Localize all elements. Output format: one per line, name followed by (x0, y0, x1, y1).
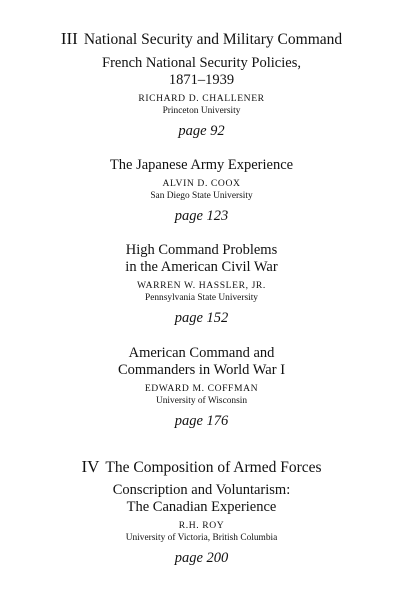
entry-title-line: in the American Civil War (125, 259, 278, 275)
toc-entry (0, 345, 403, 430)
entry-affiliation: Pennsylvania State University (144, 293, 258, 303)
entry-title-line: Commanders in World War I (117, 362, 286, 378)
entry-author: RICHARD D. CHALLENER (138, 93, 265, 104)
part-number: III (60, 29, 78, 48)
toc-entry (0, 242, 403, 327)
entry-title-line: The Japanese Army Experience (109, 157, 294, 173)
entry-page: page 176 (174, 413, 229, 429)
entry-page: page 152 (174, 310, 229, 326)
entry-page: page 92 (178, 123, 225, 139)
entry-author: WARREN W. HASSLER, JR. (137, 280, 266, 291)
toc-entry (0, 157, 403, 225)
entry-title-line: High Command Problems (125, 242, 278, 258)
part-heading (0, 458, 403, 477)
entry-title-line: 1871–1939 (168, 72, 235, 88)
entry-affiliation: University of Wisconsin (155, 396, 248, 406)
part-title: National Security and Military Command (83, 31, 343, 48)
entry-author: R.H. ROY (178, 520, 225, 531)
part-title: The Composition of Armed Forces (105, 459, 322, 476)
entry-affiliation: San Diego State University (150, 191, 253, 201)
entry-affiliation: University of Victoria, British Columbia (125, 533, 278, 543)
entry-title-line: The Canadian Experience (126, 499, 277, 515)
entry-author: EDWARD M. COFFMAN (144, 383, 259, 394)
entry-affiliation: Princeton University (162, 106, 241, 116)
entry-title-line: American Command and (128, 345, 275, 361)
entry-title-line: Conscription and Voluntarism: (112, 482, 291, 498)
entry-page: page 123 (174, 208, 229, 224)
toc-entry (0, 55, 403, 140)
entry-author: ALVIN D. COOX (162, 178, 241, 189)
part-number: IV (81, 457, 100, 476)
entry-title-line: French National Security Policies, (102, 55, 301, 71)
entry-page: page 200 (174, 550, 229, 566)
toc-entry (0, 482, 403, 567)
part-heading (0, 30, 403, 49)
